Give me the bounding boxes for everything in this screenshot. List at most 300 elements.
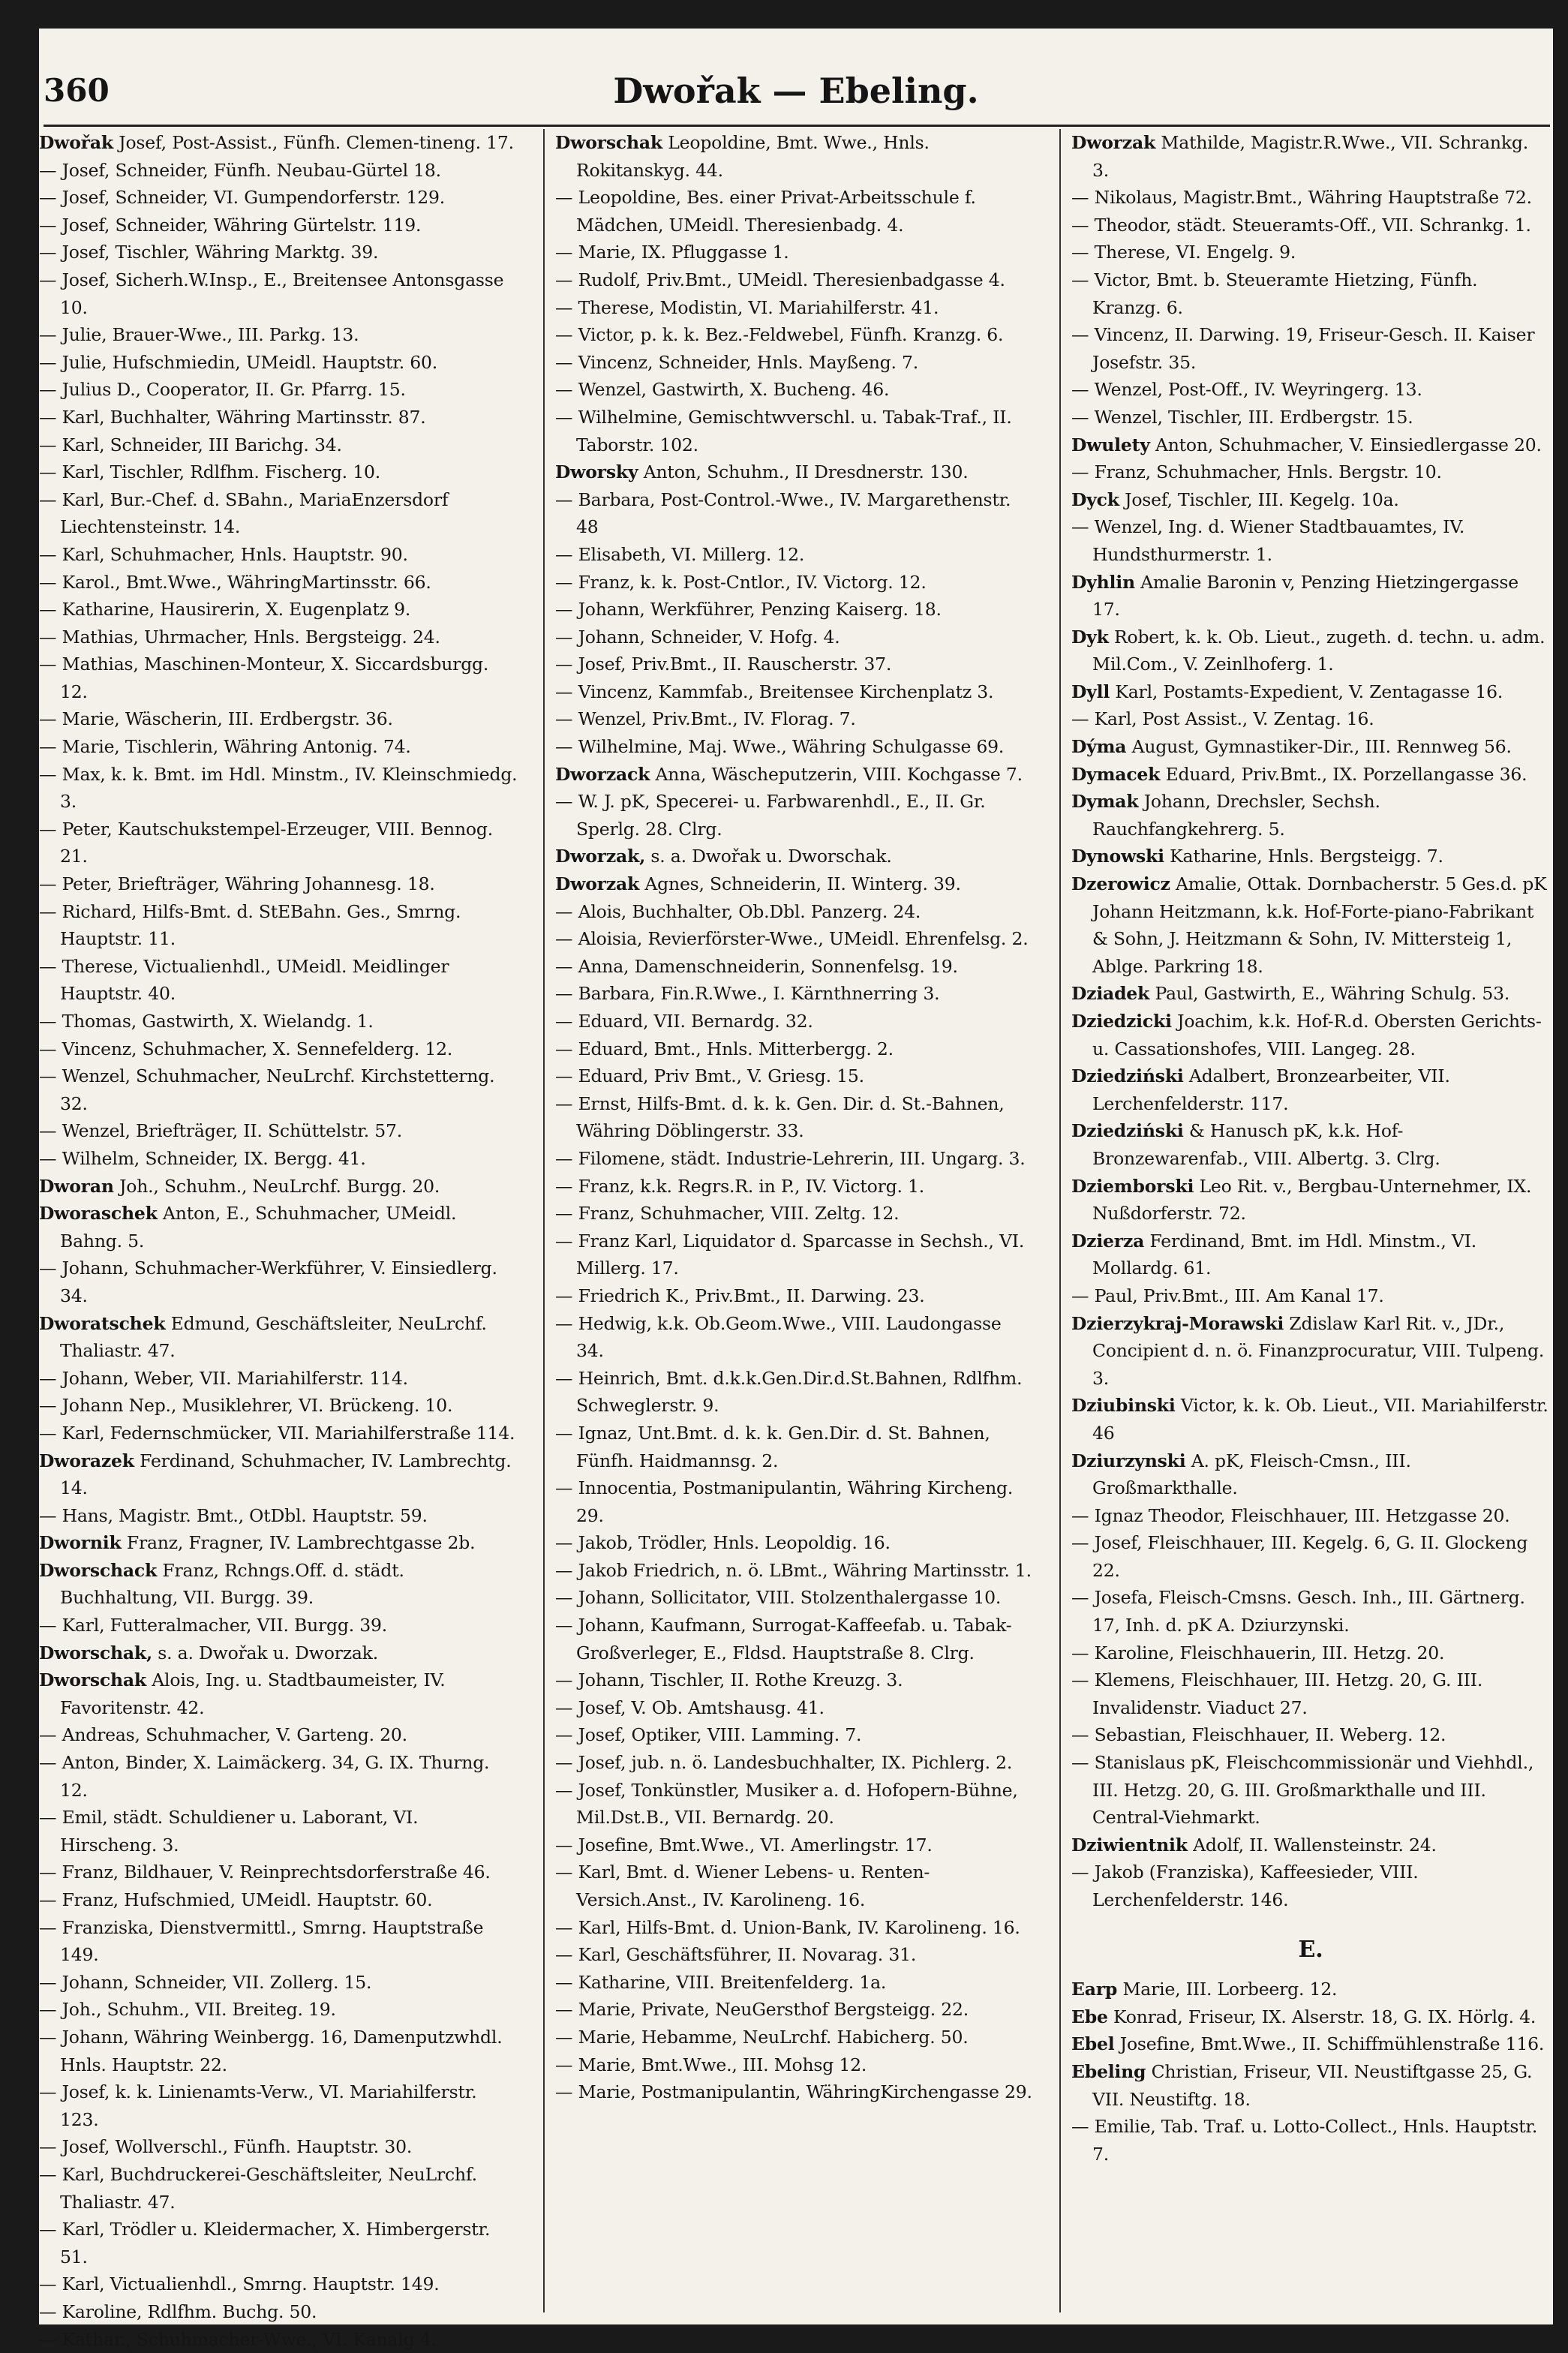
entry-text: Josef, k. k. Linienamts-Verw., VI. Mariahilferstr. 123. [60,2081,476,2130]
entry-text: Paul, Gastwirth, E., Währing Schulg. 53. [1155,983,1509,1004]
directory-entry [555,761,1034,789]
directory-entry [39,129,518,157]
entry-text: Anna, Wäscheputzerin, VIII. Kochgasse 7. [656,764,1023,785]
directory-entry [39,1392,518,1420]
entry-surname: Dziedziński [1071,1065,1184,1086]
directory-entry [1071,678,1550,706]
entry-surname: Dynowski [1071,846,1164,867]
directory-entry [39,870,518,898]
entry-text: Karl, Bmt. d. Wiener Lebens- u. Renten-Versich.Anst., IV. Karolineng. 16. [576,1862,930,1910]
entry-surname: Dworschack [39,1560,157,1581]
entry-text: Franziska, Dienstvermittl., Smrng. Hauptstraße 149. [60,1917,483,1966]
directory-entry [39,1117,518,1145]
directory-entry [555,376,1034,404]
directory-entry [1071,843,1550,870]
directory-entry [1071,376,1550,404]
entry-text: Marie, Wäscherin, III. Erdbergstr. 36. [62,708,393,729]
entry-text: Adalbert, Bronzearbeiter, VII. Lerchenfelderstr. 117. [1092,1065,1450,1114]
entry-text: Josef, Optiker, VIII. Lamming. 7. [578,1724,862,1745]
entry-surname: Dworaschek [39,1203,158,1224]
directory-entry [39,1721,518,1749]
directory-entry [39,1365,518,1393]
entry-surname: Dworschak, [39,1642,152,1663]
entry-text: Wilhelmine, Gemischtwverschl. u. Tabak-Traf., II. Taborstr. 102. [576,407,1012,455]
entry-text: Victor, p. k. k. Bez.-Feldwebel, Fünfh. Kranzg. 6. [578,324,1004,345]
directory-entry [39,404,518,431]
entry-text: Hans, Magistr. Bmt., OtDbl. Hauptstr. 59. [62,1505,428,1526]
entry-text: Karl, Hilfs-Bmt. d. Union-Bank, IV. Karolineng. 16. [578,1917,1020,1938]
entry-text: Karl, Futteralmacher, VII. Burgg. 39. [62,1615,387,1636]
directory-entry [39,651,518,705]
entry-text: Karl, Bur.-Chef. d. SBahn., MariaEnzersdorf Liechtensteinstr. 14. [60,489,448,538]
entry-text: Ignaz, Unt.Bmt. d. k. k. Gen.Dir. d. St. Bahnen, Fünfh. Haidmannsg. 2. [576,1423,990,1471]
entry-text: Wilhelm, Schneider, IX. Bergg. 41. [62,1148,366,1169]
entry-text: Josef, Tonkünstler, Musiker a. d. Hofopern-Bühne, Mil.Dst.B., VII. Bernardg. 20. [576,1780,1018,1829]
entry-text: Karl, Buchhalter, Währing Martinsstr. 87. [62,407,426,428]
directory-entry [555,1008,1034,1035]
directory-entry [39,2024,518,2078]
directory-entry [555,843,1034,870]
entry-text: Ernst, Hilfs-Bmt. d. k. k. Gen. Dir. d. St.-Bahnen, Währing Döblingerstr. 33. [576,1093,1005,1142]
directory-entry [39,2133,518,2161]
entry-surname: Dwornik [39,1532,122,1553]
entry-text: Adolf, II. Wallensteinstr. 24. [1193,1835,1437,1856]
entry-text: Johann, Währing Weinbergg. 16, Damenputzwhdl. Hnls. Hauptstr. 22. [60,2027,502,2075]
section-heading: E. [1071,1937,1550,1964]
directory-entry [1071,1062,1550,1117]
directory-entry [555,1062,1034,1090]
directory-entry [39,569,518,597]
entry-text: Joh., Schuhm., NeuLrchf. Burgg. 20. [119,1176,440,1197]
entry-text: Karl, Buchdruckerei-Geschäftsleiter, NeuLrchf. Thaliastr. 47. [60,2164,477,2213]
directory-entry [555,321,1034,349]
directory-entry [39,953,518,1008]
directory-entry [555,898,1034,926]
entry-text: Andreas, Schuhmacher, V. Garteng. 20. [62,1724,407,1745]
entry-text: Paul, Priv.Bmt., III. Am Kanal 17. [1095,1285,1384,1306]
directory-entry [1071,458,1550,486]
entry-text: Josef, Schneider, VI. Gumpendorferstr. 129. [62,187,445,208]
entry-text: Stanislaus pK, Fleischcommissionär und Viehhdl., III. Hetzg. 20, G. III. Großmarkthalle und III. Central-Viehmarkt. [1092,1752,1533,1828]
entry-surname: Dziurzynski [1071,1450,1185,1471]
directory-entry [1071,321,1550,376]
entry-text: & Hanusch pK, k.k. Hof-Bronzewarenfab., VIII. Albertg. 3. Clrg. [1092,1120,1440,1169]
entry-surname: Dyhlin [1071,572,1135,593]
directory-entry [555,733,1034,761]
directory-entry [1071,212,1550,239]
entry-text: Marie, III. Lorbeerg. 12. [1122,1979,1337,2000]
entry-text: Katharine, Hnls. Bergsteigg. 7. [1170,846,1443,867]
entry-text: Josefine, Bmt.Wwe., II. Schiffmühlenstraße 116. [1120,2033,1544,2054]
entry-text: Johann Nep., Musiklehrer, VI. Brückeng. 10. [62,1395,453,1416]
entry-text: Nikolaus, Magistr.Bmt., Währing Hauptstraße 72. [1095,187,1532,208]
entry-surname: Dworschak [555,132,662,153]
entry-text: Mathias, Maschinen-Monteur, X. Siccardsburgg. 12. [60,654,488,702]
directory-entry [1071,1502,1550,1530]
entry-text: Johann, Schneider, V. Hofg. 4. [578,627,840,648]
directory-entry [1071,1173,1550,1228]
entry-text: Leo Rit. v., Bergbau-Unternehmer, IX. Nußdorferstr. 72. [1092,1176,1531,1225]
directory-entry [555,1777,1034,1832]
directory-entry [39,1255,518,1309]
directory-entry [555,569,1034,597]
directory-entry [39,1310,518,1365]
entry-surname: Dworatschek [39,1313,165,1334]
directory-entry [39,239,518,266]
entry-text: Franz, k. k. Post-Cntlor., IV. Victorg. 12. [578,572,927,593]
entry-surname: Dzierzykraj-Morawski [1071,1313,1284,1334]
directory-entry [1071,486,1550,514]
entry-text: Anton, Schuhm., II Dresdnerstr. 130. [644,461,969,482]
entry-text: Wenzel, Priv.Bmt., IV. Florag. 7. [578,708,856,729]
entry-text: Josef, Priv.Bmt., II. Rauscherstr. 37. [578,654,892,675]
entry-text: Josef, Wollverschl., Fünfh. Hauptstr. 30. [62,2136,413,2157]
directory-entry [555,1310,1034,1365]
directory-entry [555,1612,1034,1666]
directory-entry [555,1694,1034,1722]
directory-entry [555,1365,1034,1420]
entry-surname: Dworzak [555,873,639,894]
entry-text: Julie, Hufschmiedin, UMeidl. Hauptstr. 60. [62,352,437,373]
entry-text: Filomene, städt. Industrie-Lehrerin, III. Ungarg. 3. [578,1148,1026,1169]
entry-text: Mathilde, Magistr.R.Wwe., VII. Schrankg. 3. [1092,132,1528,181]
entry-text: Franz, k.k. Regrs.R. in P., IV. Victorg. 1. [578,1176,924,1197]
directory-entry [39,1035,518,1063]
entry-text: Leopoldine, Bes. einer Privat-Arbeitsschule f. Mädchen, UMeidl. Theresienbadg. 4. [576,187,976,236]
directory-entry [39,1557,518,1612]
entry-text: Josef, Tischler, Währing Marktg. 39. [62,242,379,263]
directory-entry [555,678,1034,706]
directory-entry [39,2216,518,2270]
directory-entry [1071,1832,1550,1859]
directory-entry [39,2270,518,2298]
entry-surname: Dworzack [555,764,650,785]
entry-text: Peter, Kautschukstempel-Erzeuger, VIII. Bennog. 21. [60,819,493,867]
directory-entry [39,1612,518,1639]
entry-text: Edmund, Geschäftsleiter, NeuLrchf. Thaliastr. 47. [60,1313,487,1362]
entry-surname: Dýma [1071,736,1126,757]
entry-text: Anton, E., Schuhmacher, UMeidl. Bahng. 5. [60,1203,456,1252]
directory-entry [1071,1859,1550,1913]
directory-entry [39,1502,518,1530]
entry-text: Franz, Schuhmacher, Hnls. Bergstr. 10. [1095,461,1442,482]
directory-entry [555,705,1034,733]
directory-entry [555,349,1034,377]
entry-text: Franz, Rchngs.Off. d. städt. Buchhaltung, VII. Burgg. 39. [60,1560,404,1609]
entry-text: Johann, Schneider, VII. Zollerg. 15. [62,1972,372,1993]
directory-entry [1071,980,1550,1008]
entry-text: Victor, k. k. Ob. Lieut., VII. Mariahilferstr. 46 [1092,1395,1548,1444]
directory-entry [1071,761,1550,789]
directory-entry [555,624,1034,651]
entry-text: Alois, Buchhalter, Ob.Dbl. Panzerg. 24. [578,901,921,922]
entry-surname: Dyck [1071,489,1119,510]
entry-surname: Earp [1071,1979,1117,2000]
entry-text: Kathar., Schuhmacher-Wwe., VI. Kanalg 4. [62,2329,437,2350]
entry-text: Wenzel, Briefträger, II. Schüttelstr. 57. [62,1120,403,1141]
entry-text: Karoline, Rdlfhm. Buchg. 50. [62,2301,317,2322]
directory-entry [39,761,518,816]
directory-entry [555,1832,1034,1859]
entry-text: Victor, Bmt. b. Steueramte Hietzing, Fünfh. Kranzg. 6. [1092,269,1477,318]
directory-entry [555,1996,1034,2024]
directory-entry [555,1749,1034,1777]
directory-entry [39,1420,518,1447]
directory-entry [1071,1228,1550,1282]
entry-text: Sebastian, Fleischhauer, II. Weberg. 12. [1095,1724,1446,1745]
directory-entry [39,212,518,239]
entry-text: Johann, Werkführer, Penzing Kaiserg. 18. [578,599,942,620]
directory-entry [1071,870,1550,980]
column-divider [543,129,545,2312]
directory-entry [1071,1117,1550,1172]
directory-entry [39,2078,518,2133]
directory-entry [1071,513,1550,568]
entry-surname: Dworzak [1071,132,1155,153]
entry-text: Eduard, VII. Bernardg. 32. [578,1011,813,1032]
entry-text: Josef, V. Ob. Amtshausg. 41. [578,1697,825,1718]
entry-text: Klemens, Fleischhauer, III. Hetzg. 20, G. III. Invalidenstr. Viaduct 27. [1092,1669,1482,1718]
directory-entry [39,486,518,541]
directory-entry [555,1721,1034,1749]
entry-text: Anton, Schuhmacher, V. Einsiedlergasse 20. [1155,434,1542,455]
directory-entry [39,624,518,651]
directory-entry [39,541,518,569]
directory-entry [1071,239,1550,266]
directory-entry [1071,1749,1550,1832]
directory-entry [555,1557,1034,1585]
entry-text: Therese, Victualienhdl., UMeidl. Meidlinger Hauptstr. 40. [60,956,449,1005]
directory-entry [39,1859,518,1886]
entry-text: Peter, Briefträger, Währing Johannesg. 18. [62,873,435,894]
directory-entry [555,1035,1034,1063]
entry-text: Zdislaw Karl Rit. v., JDr., Concipient d. n. ö. Finanzprocuratur, VIII. Tulpeng. 3. [1092,1313,1544,1389]
directory-entry [555,1090,1034,1145]
entry-surname: Dwořak [39,132,113,153]
directory-entry [555,129,1034,184]
directory-entry [39,157,518,185]
directory-entry [39,321,518,349]
directory-entry [555,294,1034,322]
entry-surname: Dymak [1071,791,1138,812]
directory-entry [39,816,518,870]
directory-entry [555,2078,1034,2106]
column-1 [39,129,518,2353]
entry-text: Johann, Sollicitator, VIII. Stolzenthalergasse 10. [578,1587,1002,1608]
directory-entry [555,1969,1034,1997]
entry-text: Emil, städt. Schuldiener u. Laborant, VI. Hirscheng. 3. [60,1807,418,1856]
directory-entry [39,1886,518,1914]
entry-surname: Ebeling [1071,2061,1146,2082]
entry-text: Vincenz, Schneider, Hnls. Mayßeng. 7. [578,352,918,373]
entry-text: Marie, Hebamme, NeuLrchf. Habicherg. 50. [578,2027,969,2048]
directory-entry [39,1062,518,1117]
directory-entry [39,1447,518,1502]
directory-entry [555,651,1034,678]
entry-text: Josef, Tischler, III. Kegelg. 10a. [1125,489,1399,510]
entry-text: Heinrich, Bmt. d.k.k.Gen.Dir.d.St.Bahnen, Rdlfhm. Schweglerstr. 9. [576,1368,1022,1417]
directory-entry [39,596,518,624]
entry-text: Karl, Schuhmacher, Hnls. Hauptstr. 90. [62,544,408,565]
directory-entry [39,376,518,404]
directory-entry [555,266,1034,294]
entry-text: A. pK, Fleisch-Cmsn., III. Großmarkthalle. [1092,1450,1411,1499]
entry-text: Karl, Postamts-Expedient, V. Zentagasse 16. [1115,681,1503,702]
entry-text: Julie, Brauer-Wwe., III. Parkg. 13. [62,324,359,345]
directory-entry [39,349,518,377]
entry-text: Franz, Bildhauer, V. Reinprechtsdorferstraße 46. [62,1862,491,1883]
entry-text: Leopoldine, Bmt. Wwe., Hnls. Rokitanskyg. 44. [576,132,930,181]
entry-text: Agnes, Schneiderin, II. Winterg. 39. [644,873,960,894]
directory-entry [39,1749,518,1804]
directory-entry [1071,705,1550,733]
entry-text: Karl, Post Assist., V. Zentag. 16. [1095,708,1374,729]
directory-entry [555,1666,1034,1694]
directory-entry [555,458,1034,486]
directory-entry [39,2326,518,2353]
directory-entry [555,1914,1034,1942]
directory-entry [39,266,518,321]
entry-text: Johann, Tischler, II. Rothe Kreuzg. 3. [578,1669,903,1690]
directory-entry [555,925,1034,953]
entry-text: Ignaz Theodor, Fleischhauer, III. Hetzgasse 20. [1095,1505,1510,1526]
entry-text: Anna, Damenschneiderin, Sonnenfelsg. 19. [578,956,958,977]
entry-text: Eduard, Priv Bmt., V. Griesg. 15. [578,1065,864,1086]
entry-surname: Dziedziński [1071,1120,1184,1141]
directory-page [39,29,1553,2324]
entry-text: Marie, Tischlerin, Währing Antonig. 74. [62,736,411,757]
entry-surname: Dworsky [555,461,638,482]
entry-surname: Dzierza [1071,1231,1144,1252]
entry-text: Friedrich K., Priv.Bmt., II. Darwing. 23. [578,1285,925,1306]
entry-text: Max, k. k. Bmt. im Hdl. Minstm., IV. Kleinschmiedg. 3. [60,764,517,813]
entry-text: Aloisia, Revierförster-Wwe., UMeidl. Ehrenfelsg. 2. [578,928,1029,949]
entry-text: Karl, Trödler u. Kleidermacher, X. Himbergerstr. 51. [60,2219,490,2267]
entry-text: Barbara, Post-Control.-Wwe., IV. Margarethenstr. 48 [576,489,1011,538]
entry-text: Josef, Schneider, Fünfh. Neubau-Gürtel 18. [62,160,441,181]
column-3 [1071,129,1550,2168]
entry-text: Julius D., Cooperator, II. Gr. Pfarrg. 15. [62,379,406,400]
directory-entry [1071,1447,1550,1502]
entry-text: Robert, k. k. Ob. Lieut., zugeth. d. techn. u. adm. Mil.Com., V. Zeinlhoferg. 1. [1092,627,1545,675]
directory-entry [1071,2113,1550,2168]
directory-entry [555,596,1034,624]
directory-entry [39,458,518,486]
directory-entry [1071,733,1550,761]
directory-entry [1071,1282,1550,1310]
directory-entry [1071,1310,1550,1393]
entry-text: Innocentia, Postmanipulantin, Währing Kircheng. 29. [576,1477,1013,1526]
entry-text: Franz, Hufschmied, UMeidl. Hauptstr. 60. [62,1889,433,1910]
entry-text: Richard, Hilfs-Bmt. d. StEBahn. Ges., Smrng. Hauptstr. 11. [60,901,461,950]
entry-text: Eduard, Bmt., Hnls. Mitterbergg. 2. [578,1038,894,1059]
entry-surname: Dziadek [1071,983,1149,1004]
directory-entry [555,1173,1034,1201]
entry-text: Marie, Bmt.Wwe., III. Mohsg 12. [578,2054,867,2075]
directory-entry [1071,404,1550,431]
entry-text: Wilhelmine, Maj. Wwe., Währing Schulgasse 69. [578,736,1005,757]
directory-entry [39,705,518,733]
directory-entry [555,1941,1034,1969]
entry-surname: Dwulety [1071,434,1150,455]
directory-entry [555,1145,1034,1173]
entry-surname: Ebel [1071,2033,1114,2054]
entry-text: Johann, Schuhmacher-Werkführer, V. Einsiedlerg. 34. [60,1258,497,1306]
directory-entry [1071,2030,1550,2058]
directory-entry [39,2298,518,2326]
directory-entry [39,1666,518,1721]
entry-surname: Dymacek [1071,764,1160,785]
entry-text: Wenzel, Tischler, III. Erdbergstr. 15. [1095,407,1413,428]
entry-text: Josef, Sicherh.W.Insp., E., Breitensee Antonsgasse 10. [60,269,503,318]
directory-entry [39,1969,518,1997]
entry-text: Rudolf, Priv.Bmt., UMeidl. Theresienbadgasse 4. [578,269,1005,290]
directory-entry [555,1859,1034,1913]
entry-text: Josefine, Bmt.Wwe., VI. Amerlingstr. 17. [578,1835,933,1856]
entry-text: Karl, Tischler, Rdlfhm. Fischerg. 10. [62,461,380,482]
directory-entry [39,898,518,953]
directory-entry [1071,1721,1550,1749]
entry-text: W. J. pK, Specerei- u. Farbwarenhdl., E., II. Gr. Sperlg. 28. Clrg. [576,791,986,840]
directory-entry [1071,1639,1550,1667]
entry-text: Wenzel, Gastwirth, X. Bucheng. 46. [578,379,890,400]
directory-entry [555,1529,1034,1557]
entry-text: Josef, Post-Assist., Fünfh. Clemen-tineng. 17. [119,132,514,153]
entry-text: Thomas, Gastwirth, X. Wielandg. 1. [62,1011,374,1032]
directory-entry [555,184,1034,239]
entry-text: Franz, Fragner, IV. Lambrechtgasse 2b. [127,1532,476,1553]
directory-entry [1071,1008,1550,1062]
directory-entry [555,1584,1034,1612]
entry-text: Marie, IX. Pfluggasse 1. [578,242,789,263]
directory-entry [39,1529,518,1557]
entry-text: Karol., Bmt.Wwe., WähringMartinsstr. 66. [62,572,431,593]
directory-entry [555,1420,1034,1474]
directory-entry [555,2024,1034,2051]
directory-entry [39,1996,518,2024]
directory-entry [555,788,1034,843]
directory-entry [1071,184,1550,212]
entry-text: Christian, Friseur, VII. Neustiftgasse 25, G. VII. Neustiftg. 18. [1092,2061,1532,2110]
directory-entry [39,184,518,212]
entry-text: Jakob, Trödler, Hnls. Leopoldig. 16. [578,1532,891,1553]
directory-entry [39,733,518,761]
entry-text: Barbara, Fin.R.Wwe., I. Kärnthnerring 3. [578,983,940,1004]
entry-text: Jakob (Franziska), Kaffeesieder, VIII. Lerchenfelderstr. 146. [1092,1862,1419,1910]
page-number: 360 [44,72,110,109]
entry-surname: Dworzak, [555,846,645,867]
directory-entry [39,1804,518,1859]
directory-entry [1071,624,1550,678]
directory-entry [555,870,1034,898]
entry-text: Karoline, Fleischhauerin, III. Hetzg. 20. [1095,1642,1445,1663]
entry-text: Josef, jub. n. ö. Landesbuchhalter, IX. Pichlerg. 2. [578,1752,1013,1773]
directory-entry [555,404,1034,458]
entry-text: Joh., Schuhm., VII. Breiteg. 19. [62,1999,336,2020]
directory-entry [555,1200,1034,1228]
entry-text: Josefa, Fleisch-Cmsns. Gesch. Inh., III. Gärtnerg. 17, Inh. d. pK A. Dziurzynski. [1092,1587,1525,1636]
directory-entry [1071,569,1550,624]
entry-text: Hedwig, k.k. Ob.Geom.Wwe., VIII. Laudongasse 34. [576,1313,1002,1362]
entry-surname: Ebe [1071,2006,1108,2027]
directory-entry [1071,266,1550,321]
entry-text: Marie, Postmanipulantin, WähringKirchengasse 29. [578,2081,1032,2102]
entry-text: Wenzel, Ing. d. Wiener Stadtbauamtes, IV. Hundsthurmerstr. 1. [1092,516,1464,565]
directory-entry [555,2051,1034,2079]
directory-entry [555,1474,1034,1529]
directory-entry [1071,431,1550,459]
entry-text: Amalie Baronin v, Penzing Hietzingergasse 17. [1092,572,1518,621]
